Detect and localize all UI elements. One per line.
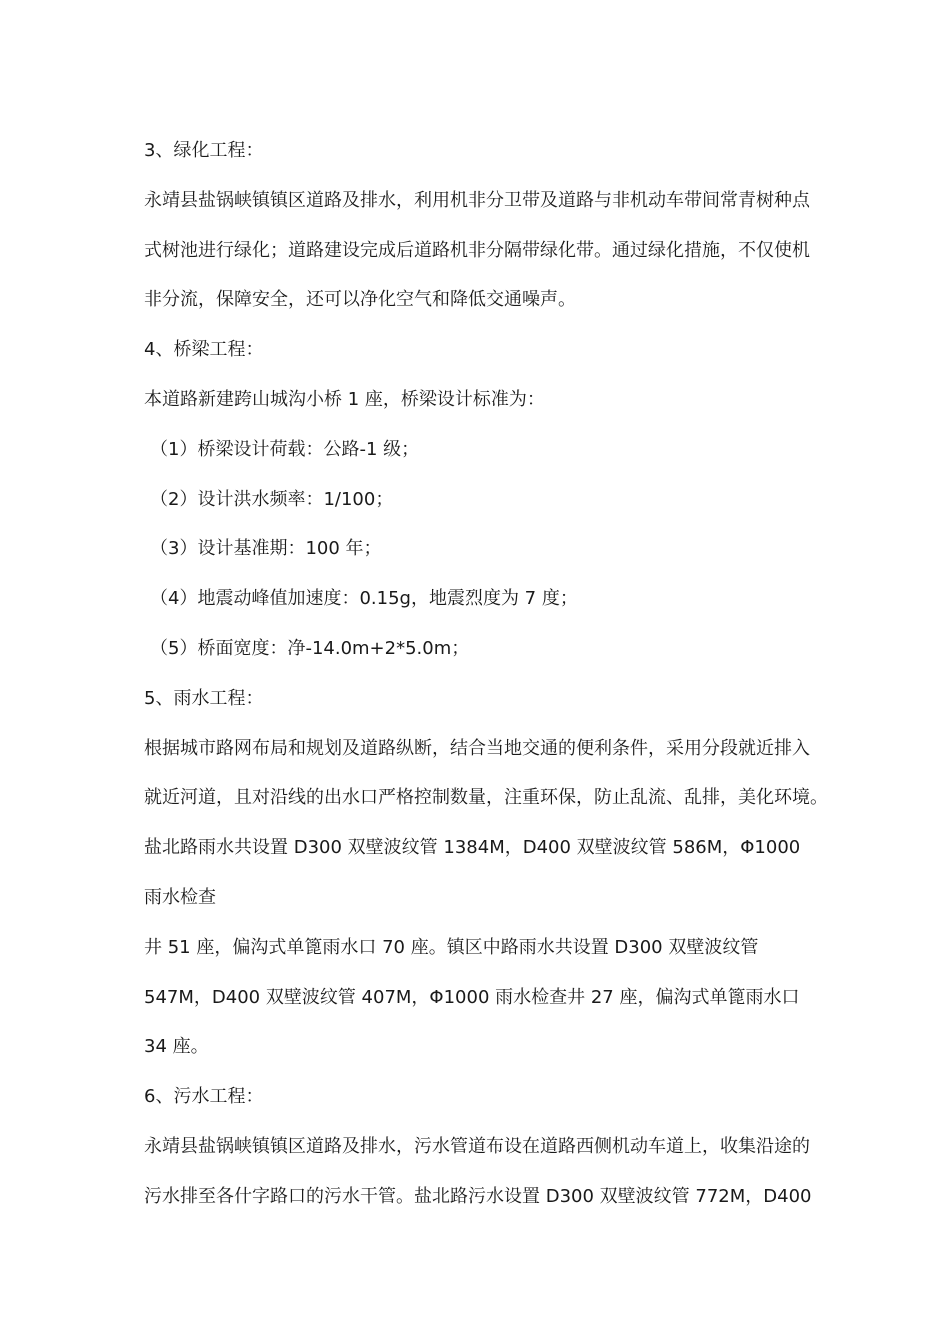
- document-body: [144, 126, 860, 1222]
- list-item: （3）设计基准期：100 年；: [150, 538, 382, 560]
- paragraph-line: 本道路新建跨山城沟小桥 1 座，桥梁设计标准为：: [144, 388, 545, 410]
- paragraph-line: 根据城市路网布局和规划及道路纵断，结合当地交通的便利条件，采用分段就近排入: [144, 737, 810, 759]
- list-item: （5）桥面宽度：净-14.0m+2*5.0m；: [150, 637, 470, 659]
- paragraph-line: 永靖县盐锅峡镇镇区道路及排水，利用机非分卫带及道路与非机动车带间常青树种点: [144, 189, 810, 211]
- heading-sewage: 6、污水工程：: [144, 1086, 264, 1108]
- paragraph-line: 井 51 座，偏沟式单篦雨水口 70 座。镇区中路雨水共设置 D300 双壁波纹管: [144, 936, 759, 958]
- paragraph-line: 就近河道，且对沿线的出水口严格控制数量，注重环保，防止乱流、乱排，美化环境。: [144, 787, 828, 809]
- paragraph-line: 雨水检查: [144, 886, 216, 908]
- paragraph-line: 式树池进行绿化；道路建设完成后道路机非分隔带绿化带。通过绿化措施，不仅使机: [144, 239, 810, 261]
- list-item: （1）桥梁设计荷载：公路-1 级；: [150, 438, 420, 460]
- paragraph-line: 永靖县盐锅峡镇镇区道路及排水，污水管道布设在道路西侧机动车道上，收集沿途的: [144, 1135, 810, 1157]
- list-item: （2）设计洪水频率：1/100；: [150, 488, 394, 510]
- list-item: （4）地震动峰值加速度：0.15g，地震烈度为 7 度；: [150, 588, 578, 610]
- paragraph-line: 34 座。: [144, 1036, 209, 1058]
- paragraph-line: 547M，D400 双壁波纹管 407M，Φ1000 雨水检查井 27 座，偏沟式单篦雨水口: [144, 986, 800, 1008]
- paragraph-line: 非分流，保障安全，还可以净化空气和降低交通噪声。: [144, 289, 576, 311]
- paragraph-line: 盐北路雨水共设置 D300 双壁波纹管 1384M，D400 双壁波纹管 586M，Φ1000: [144, 837, 801, 859]
- heading-bridge: 4、桥梁工程：: [144, 339, 264, 361]
- heading-greening: 3、绿化工程：: [144, 140, 264, 161]
- paragraph-line: 污水排至各什字路口的污水干管。盐北路污水设置 D300 双壁波纹管 772M，D400: [144, 1185, 812, 1207]
- heading-rainwater: 5、雨水工程：: [144, 687, 264, 709]
